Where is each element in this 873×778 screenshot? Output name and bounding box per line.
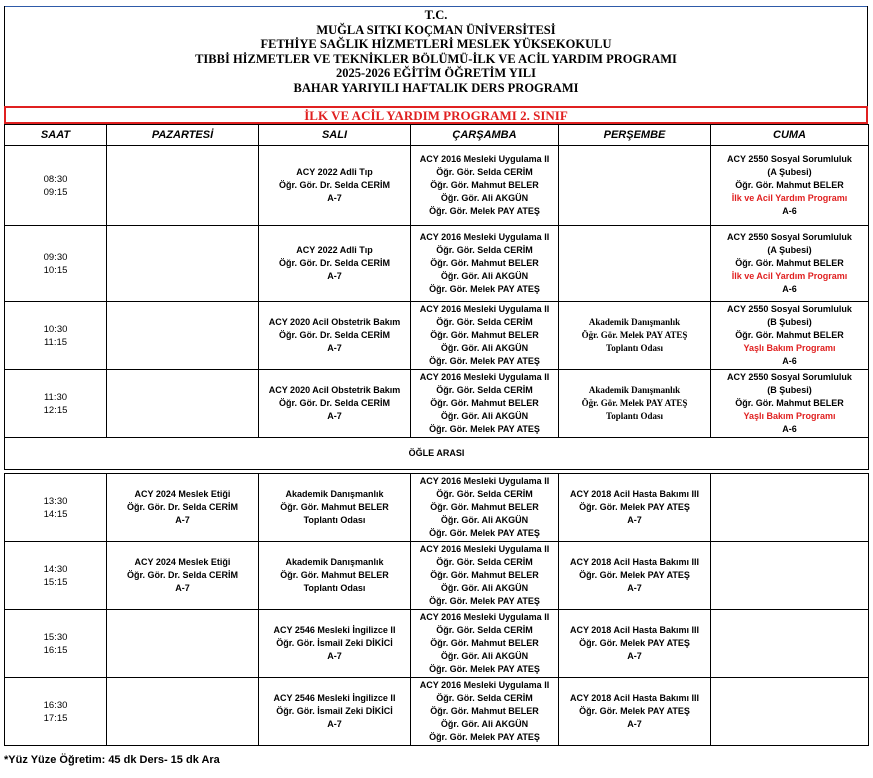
- course-detail: A-7: [627, 719, 642, 729]
- header-line: FETHİYE SAĞLIK HİZMETLERİ MESLEK YÜKSEKOKULU: [260, 37, 612, 52]
- course-detail: Öğr. Gör. Dr. Selda CERİM: [126, 502, 239, 512]
- time-slot: [5, 610, 107, 678]
- class-cell-carsamba: [411, 302, 559, 370]
- class-cell-carsamba: [411, 474, 559, 542]
- course-detail: Öğr. Gör. Selda CERİM: [436, 489, 533, 499]
- class-cell-pazartesi: [107, 542, 259, 610]
- time-start: 14:30: [43, 563, 68, 575]
- time-end: 17:15: [43, 712, 68, 724]
- course-title: ACY 2022 Adli Tıp: [296, 245, 373, 255]
- course-detail: Öğr. Gör. Melek PAY ATEŞ: [581, 398, 688, 408]
- time-start: 13:30: [43, 495, 68, 507]
- course-detail: Öğr. Gör. Ali AKGÜN: [440, 193, 529, 203]
- course-detail: A-7: [175, 515, 190, 525]
- course-detail: İlk ve Acil Yardım Programı: [731, 193, 848, 203]
- time-end: 14:15: [43, 508, 68, 520]
- course-detail: Öğr. Gör. Dr. Selda CERİM: [126, 570, 239, 580]
- class-cell-persembe: [559, 226, 711, 302]
- column-header-persembe: PERŞEMBE: [559, 125, 711, 146]
- course-title: ACY 2016 Mesleki Uygulama II: [419, 372, 550, 382]
- class-cell-pazartesi: [107, 226, 259, 302]
- class-cell-carsamba: [411, 370, 559, 438]
- time-slot: [5, 678, 107, 746]
- time-slot: [5, 370, 107, 438]
- course-detail: Öğr. Gör. Melek PAY ATEŞ: [579, 638, 690, 648]
- time-end: 16:15: [43, 644, 68, 656]
- table-row: [5, 370, 869, 438]
- course-title: ACY 2016 Mesleki Uygulama II: [419, 476, 550, 486]
- course-detail: Öğr. Gör. Ali AKGÜN: [440, 719, 529, 729]
- time-slot: [5, 146, 107, 226]
- lunch-break-label: ÖĞLE ARASI: [5, 438, 869, 470]
- course-detail: Öğr. Gör. Melek PAY ATEŞ: [429, 732, 540, 742]
- course-detail: Öğr. Gör. Melek PAY ATEŞ: [579, 570, 690, 580]
- lunch-row: [5, 438, 869, 470]
- class-cell-cuma: [711, 610, 869, 678]
- course-detail: (A Şubesi): [767, 167, 812, 177]
- time-start: 08:30: [43, 173, 68, 185]
- column-header-sali: SALI: [259, 125, 411, 146]
- class-cell-persembe: [559, 370, 711, 438]
- class-cell-carsamba: [411, 146, 559, 226]
- course-title: ACY 2016 Mesleki Uygulama II: [419, 232, 550, 242]
- course-title: ACY 2016 Mesleki Uygulama II: [419, 154, 550, 164]
- course-title: ACY 2024 Meslek Etiği: [134, 557, 231, 567]
- course-title: ACY 2016 Mesleki Uygulama II: [419, 612, 550, 622]
- course-detail: Öğr. Gör. Selda CERİM: [436, 317, 533, 327]
- course-detail: A-7: [327, 343, 342, 353]
- class-cell-sali: [259, 678, 411, 746]
- course-detail: Öğr. Gör. Melek PAY ATEŞ: [429, 356, 540, 366]
- course-detail: Yaşlı Bakım Programı: [743, 411, 836, 421]
- time-end: 12:15: [43, 404, 68, 416]
- header-line: 2025-2026 EĞİTİM ÖĞRETİM YILI: [336, 66, 536, 81]
- course-detail: Öğr. Gör. Selda CERİM: [436, 385, 533, 395]
- course-title: Akademik Danışmanlık: [588, 385, 681, 395]
- time-start: 10:30: [43, 323, 68, 335]
- time-slot: [5, 302, 107, 370]
- time-slot: [5, 226, 107, 302]
- course-detail: İlk ve Acil Yardım Programı: [731, 271, 848, 281]
- course-detail: Öğr. Gör. Ali AKGÜN: [440, 651, 529, 661]
- course-detail: Öğr. Gör. Selda CERİM: [436, 557, 533, 567]
- course-detail: Öğr. Gör. Mahmut BELER: [735, 258, 844, 268]
- course-detail: (A Şubesi): [767, 245, 812, 255]
- course-title: ACY 2016 Mesleki Uygulama II: [419, 304, 550, 314]
- course-title: ACY 2550 Sosyal Sorumluluk: [727, 232, 852, 242]
- course-detail: Öğr. Gör. Selda CERİM: [436, 693, 533, 703]
- column-header-row: [5, 125, 869, 146]
- course-detail: A-7: [327, 271, 342, 281]
- course-detail: Öğr. Gör. Mahmut BELER: [280, 570, 389, 580]
- time-start: 16:30: [43, 699, 68, 711]
- table-row: [5, 678, 869, 746]
- course-detail: Öğr. Gör. Melek PAY ATEŞ: [579, 502, 690, 512]
- course-detail: Öğr. Gör. Dr. Selda CERİM: [278, 330, 391, 340]
- class-cell-cuma: [711, 542, 869, 610]
- course-detail: A-7: [327, 411, 342, 421]
- table-row: [5, 226, 869, 302]
- class-cell-pazartesi: [107, 370, 259, 438]
- course-detail: Öğr. Gör. Mahmut BELER: [430, 502, 539, 512]
- class-cell-cuma: [711, 370, 869, 438]
- course-detail: Öğr. Gör. Mahmut BELER: [430, 180, 539, 190]
- header-line: MUĞLA SITKI KOÇMAN ÜNİVERSİTESİ: [316, 22, 556, 37]
- course-detail: A-7: [175, 583, 190, 593]
- column-header-saat: SAAT: [5, 125, 107, 146]
- course-detail: A-6: [782, 356, 797, 366]
- footer-note: *Yüz Yüze Öğretim: 45 dk Ders- 15 dk Ara: [4, 754, 220, 766]
- class-cell-persembe: [559, 474, 711, 542]
- class-cell-cuma: [711, 302, 869, 370]
- class-cell-carsamba: [411, 678, 559, 746]
- course-detail: Öğr. Gör. Dr. Selda CERİM: [278, 258, 391, 268]
- course-title: ACY 2022 Adli Tıp: [296, 167, 373, 177]
- course-title: ACY 2018 Acil Hasta Bakımı III: [569, 625, 700, 635]
- class-cell-cuma: [711, 474, 869, 542]
- table-row: [5, 302, 869, 370]
- course-detail: Toplantı Odası: [303, 515, 366, 525]
- course-detail: Yaşlı Bakım Programı: [743, 343, 836, 353]
- header-line: BAHAR YARIYILI HAFTALIK DERS PROGRAMI: [293, 80, 579, 95]
- course-detail: A-7: [327, 193, 342, 203]
- class-cell-sali: [259, 302, 411, 370]
- course-detail: Toplantı Odası: [303, 583, 366, 593]
- course-detail: Öğr. Gör. İsmail Zeki DİKİCİ: [276, 706, 393, 716]
- course-detail: Öğr. Gör. Melek PAY ATEŞ: [429, 664, 540, 674]
- class-cell-carsamba: [411, 542, 559, 610]
- course-detail: Öğr. Gör. Mahmut BELER: [735, 398, 844, 408]
- class-cell-persembe: [559, 146, 711, 226]
- course-title: ACY 2018 Acil Hasta Bakımı III: [569, 489, 700, 499]
- course-detail: Öğr. Gör. Mahmut BELER: [430, 398, 539, 408]
- afternoon-slots: [5, 474, 869, 746]
- course-title: ACY 2550 Sosyal Sorumluluk: [727, 372, 852, 382]
- class-cell-pazartesi: [107, 678, 259, 746]
- table-row: [5, 146, 869, 226]
- course-detail: A-6: [782, 424, 797, 434]
- course-detail: Öğr. Gör. Mahmut BELER: [735, 180, 844, 190]
- class-cell-persembe: [559, 542, 711, 610]
- course-detail: Öğr. Gör. Ali AKGÜN: [440, 515, 529, 525]
- course-detail: Öğr. Gör. Selda CERİM: [436, 245, 533, 255]
- course-detail: Öğr. Gör. Melek PAY ATEŞ: [429, 528, 540, 538]
- class-cell-sali: [259, 542, 411, 610]
- course-detail: A-7: [327, 719, 342, 729]
- course-detail: Öğr. Gör. İsmail Zeki DİKİCİ: [276, 638, 393, 648]
- course-detail: Toplantı Odası: [606, 343, 663, 353]
- class-cell-pazartesi: [107, 302, 259, 370]
- course-detail: A-7: [327, 651, 342, 661]
- course-detail: Öğr. Gör. Selda CERİM: [436, 625, 533, 635]
- column-header-carsamba: ÇARŞAMBA: [411, 125, 559, 146]
- course-title: ACY 2020 Acil Obstetrik Bakım: [268, 317, 401, 327]
- course-title: ACY 2546 Mesleki İngilizce II: [273, 693, 396, 703]
- course-title: ACY 2016 Mesleki Uygulama II: [419, 544, 550, 554]
- morning-slots: [5, 146, 869, 438]
- time-start: 11:30: [43, 391, 68, 403]
- time-end: 10:15: [43, 264, 68, 276]
- class-cell-persembe: [559, 610, 711, 678]
- class-cell-carsamba: [411, 226, 559, 302]
- course-detail: A-6: [782, 206, 797, 216]
- class-cell-pazartesi: [107, 610, 259, 678]
- time-slot: [5, 474, 107, 542]
- course-detail: Öğr. Gör. Mahmut BELER: [735, 330, 844, 340]
- header-line: T.C.: [424, 8, 448, 22]
- document-header: [4, 6, 868, 106]
- course-title: ACY 2016 Mesleki Uygulama II: [419, 680, 550, 690]
- schedule-sheet: [4, 6, 868, 746]
- course-detail: Öğr. Gör. Melek PAY ATEŞ: [581, 330, 688, 340]
- program-title: İLK VE ACİL YARDIM PROGRAMI 2. SINIF: [4, 106, 868, 124]
- class-cell-sali: [259, 370, 411, 438]
- course-detail: A-6: [782, 284, 797, 294]
- class-cell-cuma: [711, 226, 869, 302]
- table-row: [5, 474, 869, 542]
- course-detail: Öğr. Gör. Ali AKGÜN: [440, 411, 529, 421]
- course-detail: Öğr. Gör. Melek PAY ATEŞ: [579, 706, 690, 716]
- time-end: 09:15: [43, 186, 68, 198]
- course-detail: A-7: [627, 651, 642, 661]
- time-end: 15:15: [43, 576, 68, 588]
- course-detail: (B Şubesi): [767, 317, 812, 327]
- course-title: ACY 2018 Acil Hasta Bakımı III: [569, 557, 700, 567]
- course-detail: Öğr. Gör. Mahmut BELER: [430, 330, 539, 340]
- course-title: Akademik Danışmanlık: [588, 317, 681, 327]
- course-detail: Öğr. Gör. Mahmut BELER: [430, 638, 539, 648]
- class-cell-persembe: [559, 302, 711, 370]
- schedule-table: [4, 124, 869, 746]
- class-cell-sali: [259, 226, 411, 302]
- course-detail: Öğr. Gör. Ali AKGÜN: [440, 343, 529, 353]
- course-detail: (B Şubesi): [767, 385, 812, 395]
- course-title: Akademik Danışmanlık: [285, 557, 384, 567]
- time-start: 09:30: [43, 251, 68, 263]
- time-slot: [5, 542, 107, 610]
- course-title: ACY 2550 Sosyal Sorumluluk: [727, 304, 852, 314]
- time-start: 15:30: [43, 631, 68, 643]
- class-cell-persembe: [559, 678, 711, 746]
- class-cell-sali: [259, 474, 411, 542]
- course-detail: Öğr. Gör. Dr. Selda CERİM: [278, 398, 391, 408]
- course-detail: Öğr. Gör. Melek PAY ATEŞ: [429, 424, 540, 434]
- class-cell-pazartesi: [107, 474, 259, 542]
- header-line: TIBBİ HİZMETLER VE TEKNİKLER BÖLÜMÜ-İLK VE ACİL YARDIM PROGRAMI: [195, 51, 677, 66]
- class-cell-cuma: [711, 146, 869, 226]
- class-cell-sali: [259, 610, 411, 678]
- course-detail: Öğr. Gör. Mahmut BELER: [430, 706, 539, 716]
- table-row: [5, 542, 869, 610]
- course-detail: Öğr. Gör. Mahmut BELER: [430, 258, 539, 268]
- course-detail: A-7: [627, 515, 642, 525]
- course-detail: Öğr. Gör. Ali AKGÜN: [440, 583, 529, 593]
- course-detail: Öğr. Gör. Selda CERİM: [436, 167, 533, 177]
- course-title: ACY 2024 Meslek Etiği: [134, 489, 231, 499]
- course-title: Akademik Danışmanlık: [285, 489, 384, 499]
- column-header-pazartesi: PAZARTESİ: [107, 125, 259, 146]
- class-cell-sali: [259, 146, 411, 226]
- table-row: [5, 610, 869, 678]
- course-title: ACY 2550 Sosyal Sorumluluk: [727, 154, 852, 164]
- column-header-cuma: CUMA: [711, 125, 869, 146]
- lunch-section: [5, 438, 869, 474]
- class-cell-carsamba: [411, 610, 559, 678]
- course-detail: A-7: [627, 583, 642, 593]
- course-detail: Öğr. Gör. Ali AKGÜN: [440, 271, 529, 281]
- class-cell-pazartesi: [107, 146, 259, 226]
- course-detail: Öğr. Gör. Melek PAY ATEŞ: [429, 596, 540, 606]
- course-title: ACY 2546 Mesleki İngilizce II: [273, 625, 396, 635]
- time-end: 11:15: [43, 336, 68, 348]
- class-cell-cuma: [711, 678, 869, 746]
- course-detail: Toplantı Odası: [606, 411, 663, 421]
- course-title: ACY 2020 Acil Obstetrik Bakım: [268, 385, 401, 395]
- course-detail: Öğr. Gör. Melek PAY ATEŞ: [429, 206, 540, 216]
- course-detail: Öğr. Gör. Mahmut BELER: [280, 502, 389, 512]
- course-detail: Öğr. Gör. Dr. Selda CERİM: [278, 180, 391, 190]
- course-title: ACY 2018 Acil Hasta Bakımı III: [569, 693, 700, 703]
- course-detail: Öğr. Gör. Mahmut BELER: [430, 570, 539, 580]
- course-detail: Öğr. Gör. Melek PAY ATEŞ: [429, 284, 540, 294]
